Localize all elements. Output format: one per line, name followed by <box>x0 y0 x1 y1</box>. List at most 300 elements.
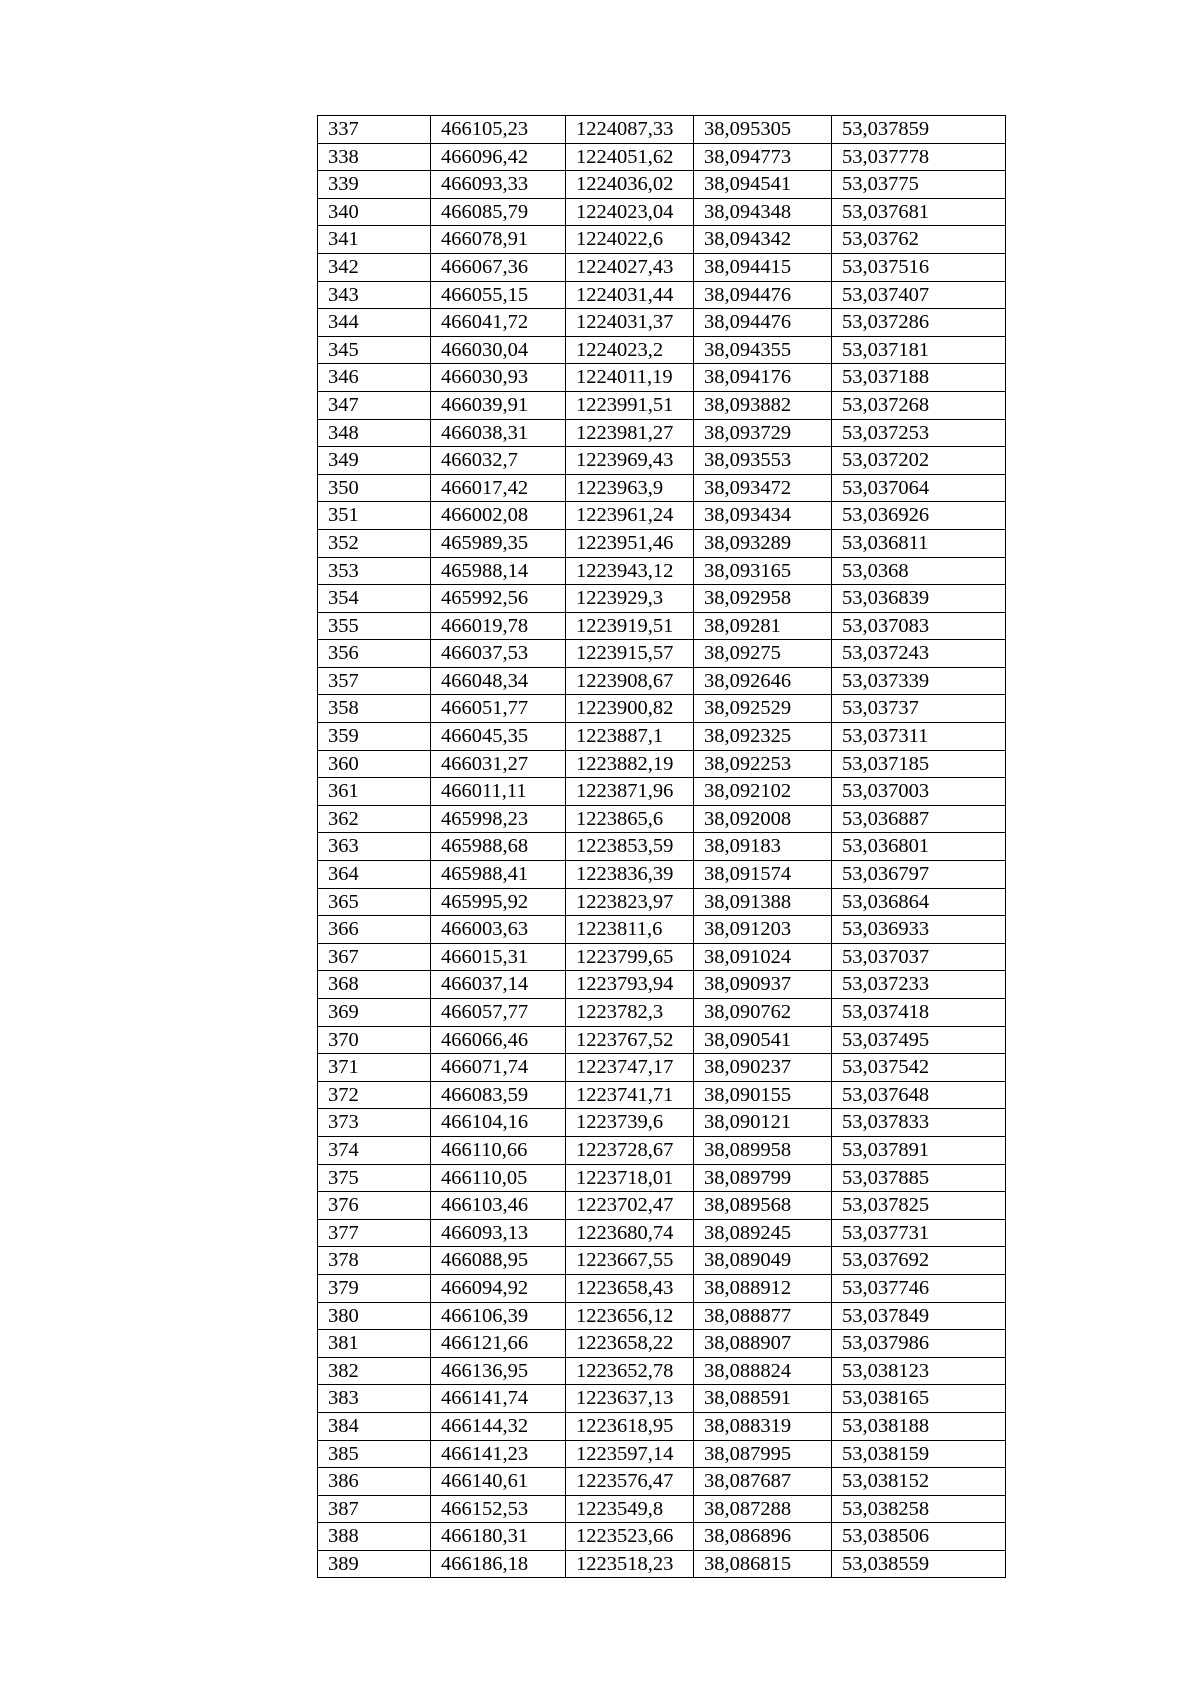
table-row <box>318 1247 1006 1275</box>
longitude-cell: 38,091388 <box>694 888 832 916</box>
y-coordinate-cell: 1223981,27 <box>566 419 694 447</box>
table-row <box>318 888 1006 916</box>
x-coordinate-cell: 466041,72 <box>431 309 566 337</box>
x-coordinate-cell: 466002,08 <box>431 502 566 530</box>
x-coordinate-cell: 466083,59 <box>431 1081 566 1109</box>
x-coordinate-cell: 466057,77 <box>431 999 566 1027</box>
latitude-cell: 53,037286 <box>832 309 1006 337</box>
table-row <box>318 253 1006 281</box>
table-row <box>318 529 1006 557</box>
latitude-cell: 53,037885 <box>832 1164 1006 1192</box>
point-number-cell: 353 <box>318 557 431 585</box>
y-coordinate-cell: 1223882,19 <box>566 750 694 778</box>
point-number-cell: 346 <box>318 364 431 392</box>
longitude-cell: 38,092958 <box>694 585 832 613</box>
y-coordinate-cell: 1223908,67 <box>566 667 694 695</box>
table-row <box>318 1302 1006 1330</box>
point-number-cell: 363 <box>318 833 431 861</box>
latitude-cell: 53,037311 <box>832 723 1006 751</box>
y-coordinate-cell: 1224011,19 <box>566 364 694 392</box>
point-number-cell: 383 <box>318 1385 431 1413</box>
point-number-cell: 337 <box>318 116 431 144</box>
x-coordinate-cell: 466067,36 <box>431 253 566 281</box>
table-row <box>318 1495 1006 1523</box>
longitude-cell: 38,093434 <box>694 502 832 530</box>
longitude-cell: 38,094176 <box>694 364 832 392</box>
longitude-cell: 38,090237 <box>694 1054 832 1082</box>
y-coordinate-cell: 1223799,65 <box>566 943 694 971</box>
latitude-cell: 53,037833 <box>832 1109 1006 1137</box>
point-number-cell: 386 <box>318 1468 431 1496</box>
latitude-cell: 53,037731 <box>832 1219 1006 1247</box>
latitude-cell: 53,037648 <box>832 1081 1006 1109</box>
longitude-cell: 38,094342 <box>694 226 832 254</box>
x-coordinate-cell: 465995,92 <box>431 888 566 916</box>
x-coordinate-cell: 466030,93 <box>431 364 566 392</box>
x-coordinate-cell: 466093,13 <box>431 1219 566 1247</box>
latitude-cell: 53,037418 <box>832 999 1006 1027</box>
x-coordinate-cell: 466104,16 <box>431 1109 566 1137</box>
table-row <box>318 336 1006 364</box>
table-row <box>318 1468 1006 1496</box>
latitude-cell: 53,037778 <box>832 143 1006 171</box>
y-coordinate-cell: 1224051,62 <box>566 143 694 171</box>
x-coordinate-cell: 466121,66 <box>431 1330 566 1358</box>
table-row <box>318 1054 1006 1082</box>
point-number-cell: 380 <box>318 1302 431 1330</box>
latitude-cell: 53,037859 <box>832 116 1006 144</box>
longitude-cell: 38,086896 <box>694 1523 832 1551</box>
latitude-cell: 53,037181 <box>832 336 1006 364</box>
latitude-cell: 53,036797 <box>832 861 1006 889</box>
y-coordinate-cell: 1224031,37 <box>566 309 694 337</box>
latitude-cell: 53,037339 <box>832 667 1006 695</box>
x-coordinate-cell: 466106,39 <box>431 1302 566 1330</box>
x-coordinate-cell: 466085,79 <box>431 198 566 226</box>
point-number-cell: 366 <box>318 916 431 944</box>
y-coordinate-cell: 1223951,46 <box>566 529 694 557</box>
point-number-cell: 358 <box>318 695 431 723</box>
longitude-cell: 38,093729 <box>694 419 832 447</box>
y-coordinate-cell: 1223823,97 <box>566 888 694 916</box>
x-coordinate-cell: 466103,46 <box>431 1192 566 1220</box>
x-coordinate-cell: 466037,14 <box>431 971 566 999</box>
y-coordinate-cell: 1224036,02 <box>566 171 694 199</box>
table-row <box>318 833 1006 861</box>
x-coordinate-cell: 466032,7 <box>431 447 566 475</box>
y-coordinate-cell: 1223597,14 <box>566 1440 694 1468</box>
point-number-cell: 365 <box>318 888 431 916</box>
y-coordinate-cell: 1224027,43 <box>566 253 694 281</box>
latitude-cell: 53,037542 <box>832 1054 1006 1082</box>
latitude-cell: 53,037202 <box>832 447 1006 475</box>
longitude-cell: 38,092646 <box>694 667 832 695</box>
longitude-cell: 38,087288 <box>694 1495 832 1523</box>
y-coordinate-cell: 1223658,22 <box>566 1330 694 1358</box>
point-number-cell: 377 <box>318 1219 431 1247</box>
longitude-cell: 38,094773 <box>694 143 832 171</box>
y-coordinate-cell: 1223969,43 <box>566 447 694 475</box>
y-coordinate-cell: 1223963,9 <box>566 474 694 502</box>
table-row <box>318 1219 1006 1247</box>
y-coordinate-cell: 1223702,47 <box>566 1192 694 1220</box>
longitude-cell: 38,087995 <box>694 1440 832 1468</box>
x-coordinate-cell: 466088,95 <box>431 1247 566 1275</box>
point-number-cell: 345 <box>318 336 431 364</box>
x-coordinate-cell: 466015,31 <box>431 943 566 971</box>
longitude-cell: 38,090121 <box>694 1109 832 1137</box>
point-number-cell: 376 <box>318 1192 431 1220</box>
longitude-cell: 38,088319 <box>694 1412 832 1440</box>
x-coordinate-cell: 466071,74 <box>431 1054 566 1082</box>
x-coordinate-cell: 466003,63 <box>431 916 566 944</box>
longitude-cell: 38,093289 <box>694 529 832 557</box>
y-coordinate-cell: 1223637,13 <box>566 1385 694 1413</box>
point-number-cell: 340 <box>318 198 431 226</box>
longitude-cell: 38,090762 <box>694 999 832 1027</box>
table-row <box>318 281 1006 309</box>
table-row <box>318 1274 1006 1302</box>
x-coordinate-cell: 466048,34 <box>431 667 566 695</box>
x-coordinate-cell: 466019,78 <box>431 612 566 640</box>
latitude-cell: 53,037185 <box>832 750 1006 778</box>
point-number-cell: 356 <box>318 640 431 668</box>
longitude-cell: 38,089799 <box>694 1164 832 1192</box>
y-coordinate-cell: 1223767,52 <box>566 1026 694 1054</box>
y-coordinate-cell: 1223943,12 <box>566 557 694 585</box>
longitude-cell: 38,092253 <box>694 750 832 778</box>
point-number-cell: 364 <box>318 861 431 889</box>
longitude-cell: 38,093882 <box>694 391 832 419</box>
point-number-cell: 373 <box>318 1109 431 1137</box>
point-number-cell: 350 <box>318 474 431 502</box>
table-row <box>318 419 1006 447</box>
longitude-cell: 38,087687 <box>694 1468 832 1496</box>
longitude-cell: 38,090937 <box>694 971 832 999</box>
latitude-cell: 53,036887 <box>832 805 1006 833</box>
point-number-cell: 369 <box>318 999 431 1027</box>
x-coordinate-cell: 466136,95 <box>431 1357 566 1385</box>
x-coordinate-cell: 466030,04 <box>431 336 566 364</box>
point-number-cell: 341 <box>318 226 431 254</box>
y-coordinate-cell: 1223793,94 <box>566 971 694 999</box>
longitude-cell: 38,089958 <box>694 1136 832 1164</box>
table-row <box>318 943 1006 971</box>
latitude-cell: 53,037083 <box>832 612 1006 640</box>
latitude-cell: 53,036926 <box>832 502 1006 530</box>
point-number-cell: 378 <box>318 1247 431 1275</box>
point-number-cell: 387 <box>318 1495 431 1523</box>
table-row <box>318 1081 1006 1109</box>
x-coordinate-cell: 466017,42 <box>431 474 566 502</box>
x-coordinate-cell: 466078,91 <box>431 226 566 254</box>
longitude-cell: 38,092102 <box>694 778 832 806</box>
latitude-cell: 53,037891 <box>832 1136 1006 1164</box>
latitude-cell: 53,037986 <box>832 1330 1006 1358</box>
x-coordinate-cell: 466141,23 <box>431 1440 566 1468</box>
latitude-cell: 53,038152 <box>832 1468 1006 1496</box>
longitude-cell: 38,094476 <box>694 281 832 309</box>
point-number-cell: 381 <box>318 1330 431 1358</box>
longitude-cell: 38,088907 <box>694 1330 832 1358</box>
latitude-cell: 53,037253 <box>832 419 1006 447</box>
table-row <box>318 723 1006 751</box>
point-number-cell: 384 <box>318 1412 431 1440</box>
point-number-cell: 367 <box>318 943 431 971</box>
coordinates-table <box>317 115 1006 1578</box>
y-coordinate-cell: 1223919,51 <box>566 612 694 640</box>
x-coordinate-cell: 466011,11 <box>431 778 566 806</box>
table-row <box>318 1026 1006 1054</box>
latitude-cell: 53,038188 <box>832 1412 1006 1440</box>
latitude-cell: 53,037746 <box>832 1274 1006 1302</box>
table-row <box>318 226 1006 254</box>
y-coordinate-cell: 1223887,1 <box>566 723 694 751</box>
y-coordinate-cell: 1223680,74 <box>566 1219 694 1247</box>
y-coordinate-cell: 1223929,3 <box>566 585 694 613</box>
table-row <box>318 778 1006 806</box>
point-number-cell: 375 <box>318 1164 431 1192</box>
point-number-cell: 342 <box>318 253 431 281</box>
table-row <box>318 198 1006 226</box>
y-coordinate-cell: 1223718,01 <box>566 1164 694 1192</box>
x-coordinate-cell: 466039,91 <box>431 391 566 419</box>
table-row <box>318 1357 1006 1385</box>
longitude-cell: 38,094415 <box>694 253 832 281</box>
longitude-cell: 38,089049 <box>694 1247 832 1275</box>
table-row <box>318 447 1006 475</box>
y-coordinate-cell: 1223865,6 <box>566 805 694 833</box>
table-row <box>318 1412 1006 1440</box>
y-coordinate-cell: 1223728,67 <box>566 1136 694 1164</box>
table-row <box>318 861 1006 889</box>
point-number-cell: 348 <box>318 419 431 447</box>
latitude-cell: 53,037849 <box>832 1302 1006 1330</box>
x-coordinate-cell: 466066,46 <box>431 1026 566 1054</box>
table-row <box>318 1385 1006 1413</box>
point-number-cell: 338 <box>318 143 431 171</box>
y-coordinate-cell: 1223900,82 <box>566 695 694 723</box>
latitude-cell: 53,036864 <box>832 888 1006 916</box>
table-row <box>318 695 1006 723</box>
x-coordinate-cell: 466105,23 <box>431 116 566 144</box>
y-coordinate-cell: 1223747,17 <box>566 1054 694 1082</box>
longitude-cell: 38,090541 <box>694 1026 832 1054</box>
y-coordinate-cell: 1223991,51 <box>566 391 694 419</box>
point-number-cell: 382 <box>318 1357 431 1385</box>
table-row <box>318 502 1006 530</box>
x-coordinate-cell: 465992,56 <box>431 585 566 613</box>
longitude-cell: 38,09275 <box>694 640 832 668</box>
latitude-cell: 53,0368 <box>832 557 1006 585</box>
point-number-cell: 355 <box>318 612 431 640</box>
y-coordinate-cell: 1223667,55 <box>566 1247 694 1275</box>
latitude-cell: 53,038506 <box>832 1523 1006 1551</box>
x-coordinate-cell: 466037,53 <box>431 640 566 668</box>
longitude-cell: 38,086815 <box>694 1550 832 1578</box>
longitude-cell: 38,091574 <box>694 861 832 889</box>
y-coordinate-cell: 1223549,8 <box>566 1495 694 1523</box>
table-row <box>318 1109 1006 1137</box>
y-coordinate-cell: 1223741,71 <box>566 1081 694 1109</box>
x-coordinate-cell: 465998,23 <box>431 805 566 833</box>
latitude-cell: 53,036811 <box>832 529 1006 557</box>
x-coordinate-cell: 466045,35 <box>431 723 566 751</box>
latitude-cell: 53,03737 <box>832 695 1006 723</box>
longitude-cell: 38,088912 <box>694 1274 832 1302</box>
y-coordinate-cell: 1223618,95 <box>566 1412 694 1440</box>
point-number-cell: 344 <box>318 309 431 337</box>
point-number-cell: 374 <box>318 1136 431 1164</box>
table-row <box>318 364 1006 392</box>
latitude-cell: 53,037243 <box>832 640 1006 668</box>
latitude-cell: 53,037003 <box>832 778 1006 806</box>
latitude-cell: 53,038559 <box>832 1550 1006 1578</box>
point-number-cell: 385 <box>318 1440 431 1468</box>
table-row <box>318 640 1006 668</box>
x-coordinate-cell: 466038,31 <box>431 419 566 447</box>
point-number-cell: 368 <box>318 971 431 999</box>
x-coordinate-cell: 466180,31 <box>431 1523 566 1551</box>
latitude-cell: 53,038123 <box>832 1357 1006 1385</box>
point-number-cell: 361 <box>318 778 431 806</box>
longitude-cell: 38,090155 <box>694 1081 832 1109</box>
x-coordinate-cell: 466055,15 <box>431 281 566 309</box>
table-row <box>318 971 1006 999</box>
y-coordinate-cell: 1223836,39 <box>566 861 694 889</box>
y-coordinate-cell: 1223915,57 <box>566 640 694 668</box>
table-row <box>318 474 1006 502</box>
table-row <box>318 116 1006 144</box>
table-row <box>318 805 1006 833</box>
longitude-cell: 38,094476 <box>694 309 832 337</box>
latitude-cell: 53,036801 <box>832 833 1006 861</box>
y-coordinate-cell: 1224023,2 <box>566 336 694 364</box>
x-coordinate-cell: 465989,35 <box>431 529 566 557</box>
longitude-cell: 38,094355 <box>694 336 832 364</box>
latitude-cell: 53,037692 <box>832 1247 1006 1275</box>
point-number-cell: 352 <box>318 529 431 557</box>
latitude-cell: 53,037037 <box>832 943 1006 971</box>
longitude-cell: 38,091203 <box>694 916 832 944</box>
latitude-cell: 53,037407 <box>832 281 1006 309</box>
y-coordinate-cell: 1224087,33 <box>566 116 694 144</box>
latitude-cell: 53,038258 <box>832 1495 1006 1523</box>
longitude-cell: 38,092325 <box>694 723 832 751</box>
latitude-cell: 53,037268 <box>832 391 1006 419</box>
x-coordinate-cell: 465988,68 <box>431 833 566 861</box>
longitude-cell: 38,088877 <box>694 1302 832 1330</box>
y-coordinate-cell: 1223739,6 <box>566 1109 694 1137</box>
point-number-cell: 349 <box>318 447 431 475</box>
y-coordinate-cell: 1224023,04 <box>566 198 694 226</box>
latitude-cell: 53,037495 <box>832 1026 1006 1054</box>
latitude-cell: 53,037188 <box>832 364 1006 392</box>
point-number-cell: 362 <box>318 805 431 833</box>
table-row <box>318 1164 1006 1192</box>
y-coordinate-cell: 1223853,59 <box>566 833 694 861</box>
latitude-cell: 53,03762 <box>832 226 1006 254</box>
table-row <box>318 999 1006 1027</box>
point-number-cell: 372 <box>318 1081 431 1109</box>
point-number-cell: 347 <box>318 391 431 419</box>
table-row <box>318 309 1006 337</box>
point-number-cell: 370 <box>318 1026 431 1054</box>
x-coordinate-cell: 466051,77 <box>431 695 566 723</box>
y-coordinate-cell: 1223961,24 <box>566 502 694 530</box>
longitude-cell: 38,09183 <box>694 833 832 861</box>
x-coordinate-cell: 466110,66 <box>431 1136 566 1164</box>
coordinates-table-body <box>318 116 1006 1578</box>
x-coordinate-cell: 466031,27 <box>431 750 566 778</box>
table-row <box>318 667 1006 695</box>
x-coordinate-cell: 465988,41 <box>431 861 566 889</box>
table-row <box>318 612 1006 640</box>
longitude-cell: 38,092008 <box>694 805 832 833</box>
longitude-cell: 38,094348 <box>694 198 832 226</box>
point-number-cell: 360 <box>318 750 431 778</box>
x-coordinate-cell: 466140,61 <box>431 1468 566 1496</box>
latitude-cell: 53,037825 <box>832 1192 1006 1220</box>
point-number-cell: 379 <box>318 1274 431 1302</box>
longitude-cell: 38,088824 <box>694 1357 832 1385</box>
x-coordinate-cell: 466141,74 <box>431 1385 566 1413</box>
x-coordinate-cell: 465988,14 <box>431 557 566 585</box>
y-coordinate-cell: 1224022,6 <box>566 226 694 254</box>
point-number-cell: 389 <box>318 1550 431 1578</box>
latitude-cell: 53,037233 <box>832 971 1006 999</box>
table-row <box>318 557 1006 585</box>
table-row <box>318 1550 1006 1578</box>
y-coordinate-cell: 1223811,6 <box>566 916 694 944</box>
table-row <box>318 750 1006 778</box>
point-number-cell: 351 <box>318 502 431 530</box>
table-row <box>318 171 1006 199</box>
latitude-cell: 53,037516 <box>832 253 1006 281</box>
longitude-cell: 38,093553 <box>694 447 832 475</box>
table-row <box>318 1523 1006 1551</box>
point-number-cell: 357 <box>318 667 431 695</box>
table-row <box>318 916 1006 944</box>
table-row <box>318 143 1006 171</box>
table-row <box>318 1192 1006 1220</box>
latitude-cell: 53,038165 <box>832 1385 1006 1413</box>
x-coordinate-cell: 466096,42 <box>431 143 566 171</box>
latitude-cell: 53,036839 <box>832 585 1006 613</box>
x-coordinate-cell: 466152,53 <box>431 1495 566 1523</box>
table-row <box>318 1136 1006 1164</box>
latitude-cell: 53,037064 <box>832 474 1006 502</box>
longitude-cell: 38,089568 <box>694 1192 832 1220</box>
y-coordinate-cell: 1223658,43 <box>566 1274 694 1302</box>
point-number-cell: 359 <box>318 723 431 751</box>
point-number-cell: 354 <box>318 585 431 613</box>
longitude-cell: 38,093165 <box>694 557 832 585</box>
longitude-cell: 38,088591 <box>694 1385 832 1413</box>
y-coordinate-cell: 1223576,47 <box>566 1468 694 1496</box>
latitude-cell: 53,038159 <box>832 1440 1006 1468</box>
longitude-cell: 38,092529 <box>694 695 832 723</box>
latitude-cell: 53,037681 <box>832 198 1006 226</box>
table-row <box>318 1440 1006 1468</box>
longitude-cell: 38,093472 <box>694 474 832 502</box>
table-row <box>318 391 1006 419</box>
x-coordinate-cell: 466094,92 <box>431 1274 566 1302</box>
x-coordinate-cell: 466144,32 <box>431 1412 566 1440</box>
x-coordinate-cell: 466110,05 <box>431 1164 566 1192</box>
latitude-cell: 53,036933 <box>832 916 1006 944</box>
latitude-cell: 53,03775 <box>832 171 1006 199</box>
